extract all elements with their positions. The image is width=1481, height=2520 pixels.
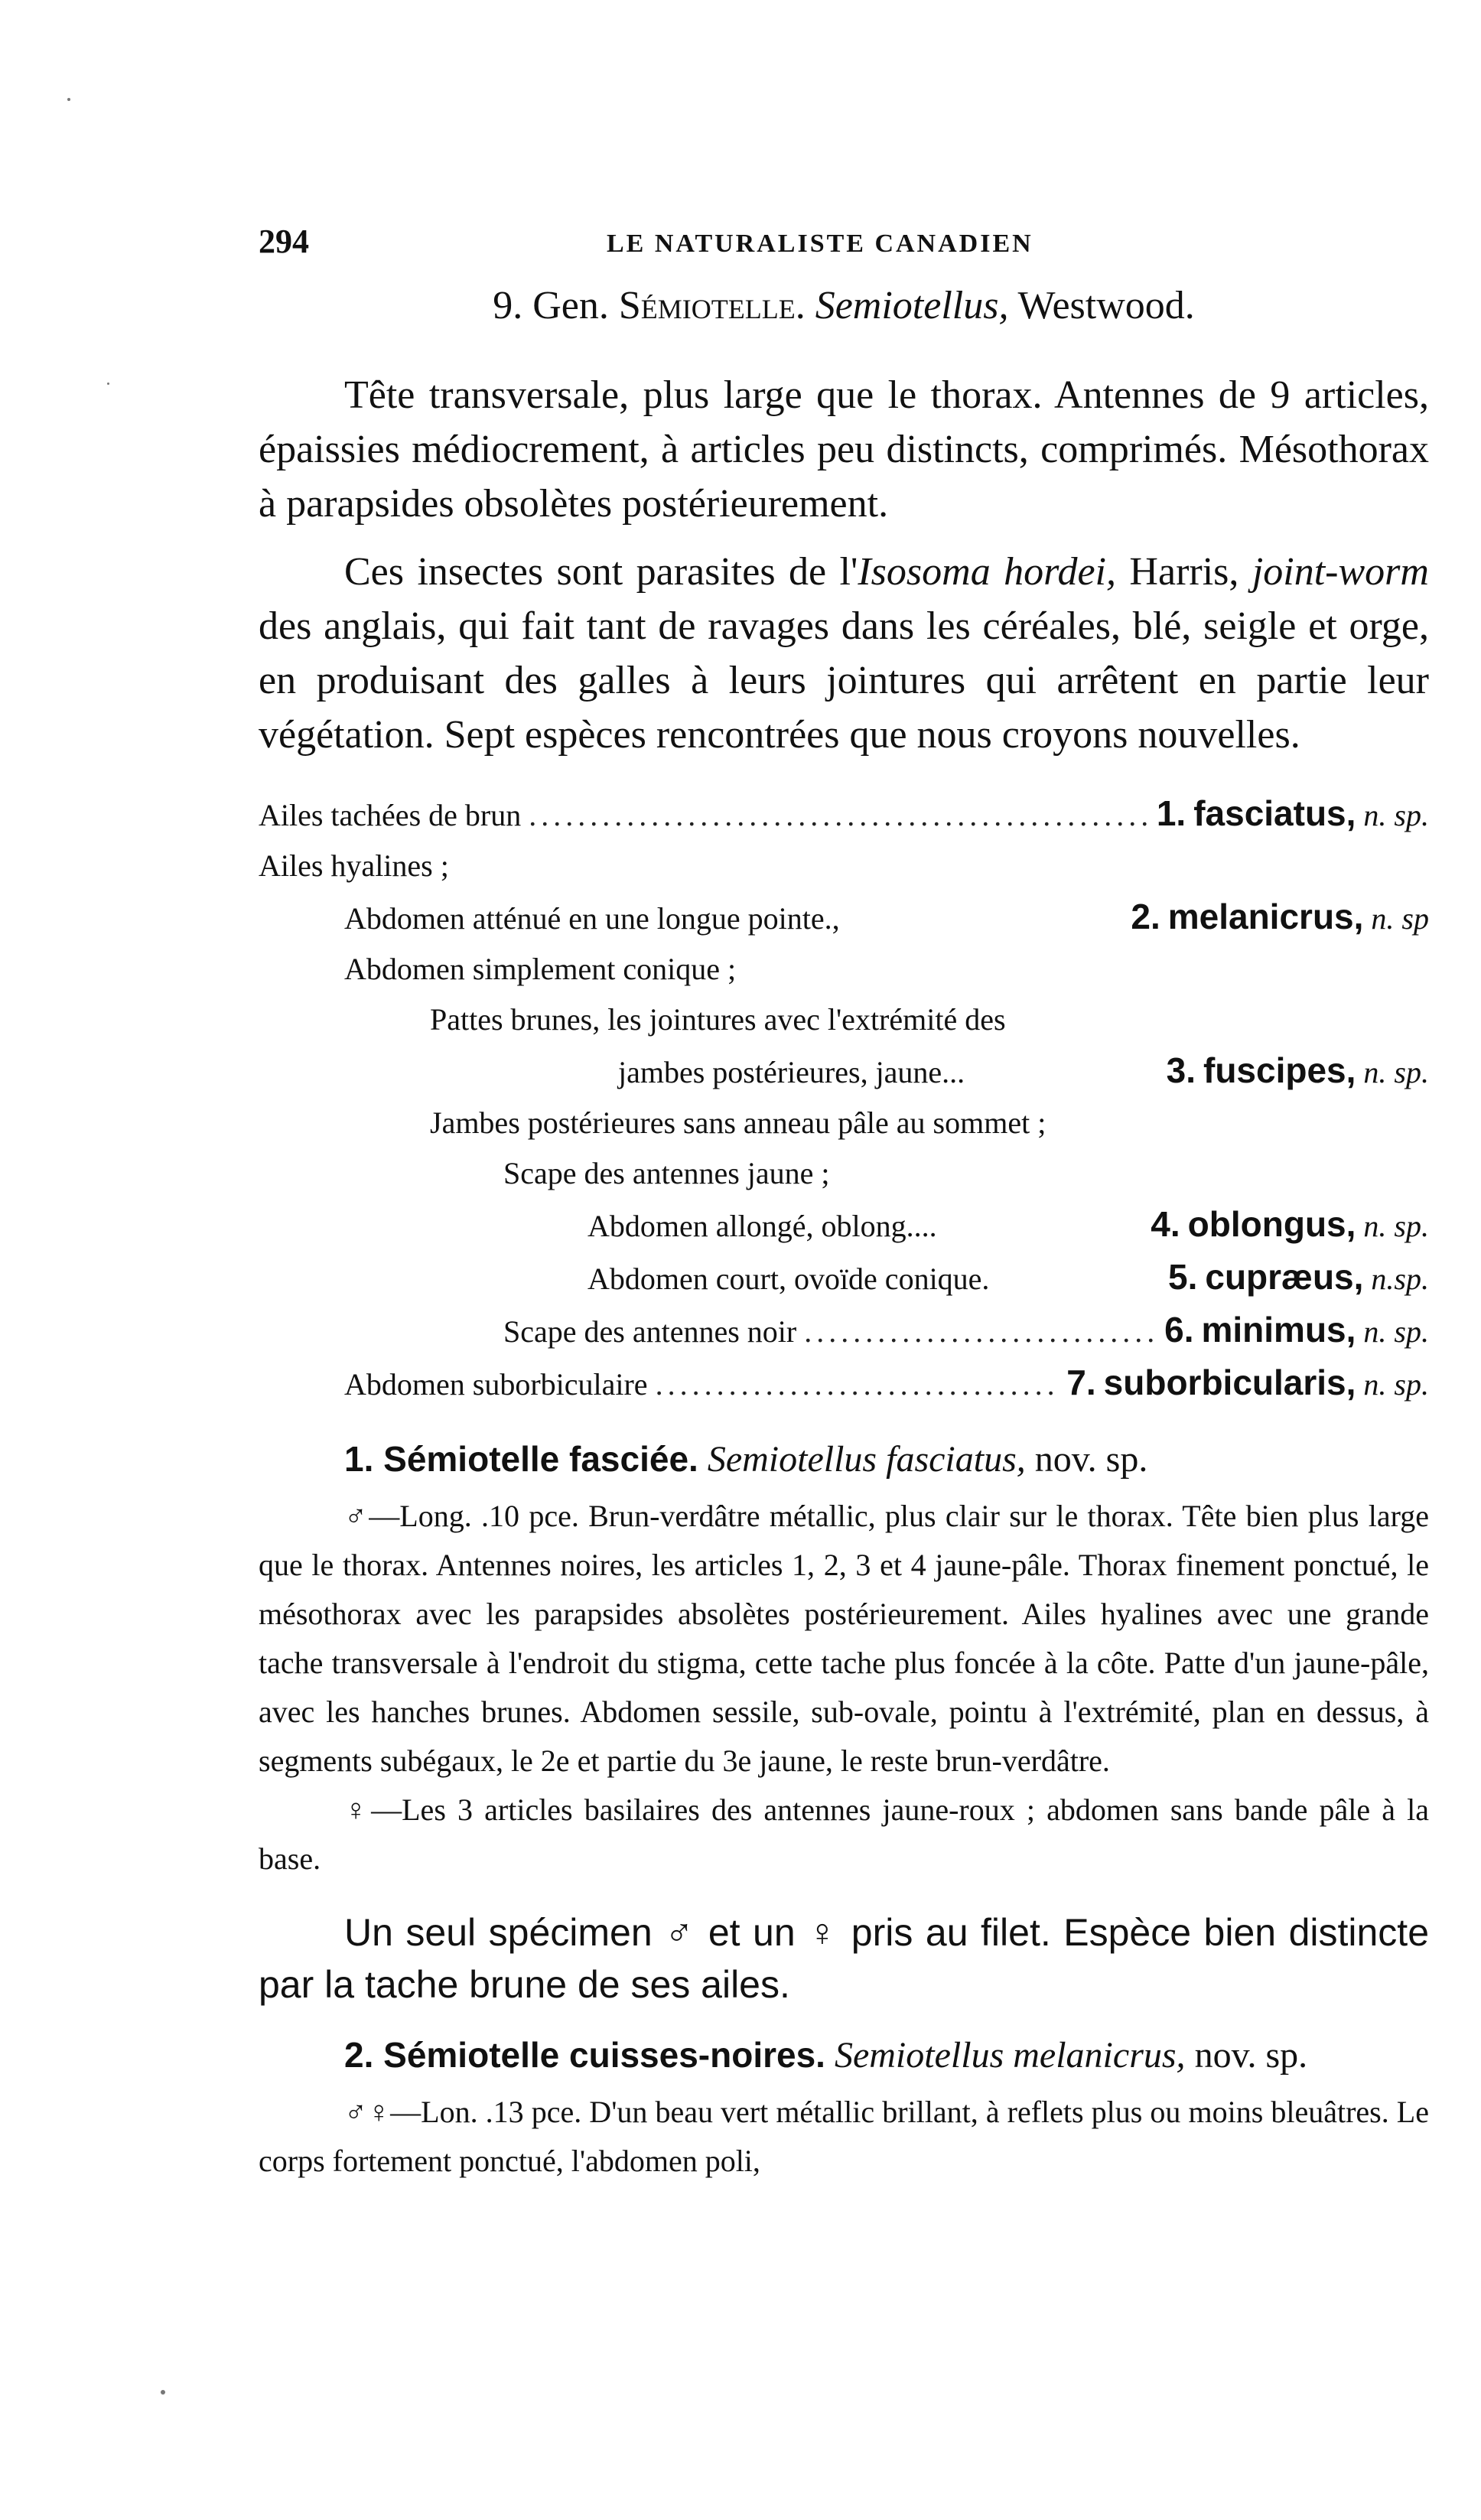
key-result <box>1168 1252 1429 1304</box>
key-lead: Abdomen allongé, oblong.... <box>588 1209 937 1243</box>
species2-latin: Semiotellus melanicrus, <box>834 2035 1186 2076</box>
key-row <box>259 1252 1429 1304</box>
key-number: 5. <box>1168 1257 1198 1297</box>
key-row <box>259 891 1429 944</box>
key-tag: n. sp. <box>1363 1209 1429 1243</box>
key-lead: Abdomen court, ovoïde conique. <box>588 1262 990 1296</box>
key-result <box>1066 1357 1429 1410</box>
page-number: 294 <box>259 223 309 260</box>
key-tag: n. sp <box>1371 901 1429 936</box>
key-lead: Ailes hyalines ; <box>259 848 449 883</box>
key-row <box>259 841 1429 891</box>
species1-title <box>259 1433 1429 1486</box>
species1-note: Un seul spécimen ♂ et un ♀ pris au filet. Espèce bien distincte par la tache brune de ses ailes. <box>259 1911 1429 2006</box>
key-row <box>259 1357 1429 1410</box>
species1-female-description: ♀—Les 3 articles basilaires des antennes jaune-roux ; abdomen sans bande pâle à la base. <box>259 1792 1429 1876</box>
species2-tail: nov. sp. <box>1194 2035 1308 2076</box>
key-result <box>1164 1304 1429 1357</box>
key-tag: n. sp. <box>1363 1055 1429 1089</box>
key-row <box>259 1304 1429 1357</box>
key-tag: n. sp. <box>1363 1314 1429 1349</box>
species1-name: 1. Sémiotelle fasciée. <box>344 1439 698 1479</box>
key-lead: Abdomen suborbiculaire <box>344 1367 648 1402</box>
key-tag: n. sp. <box>1363 1367 1429 1402</box>
key-lead: Ailes tachées de brun <box>259 798 522 832</box>
species-key <box>259 788 1429 1410</box>
key-lead: Pattes brunes, les jointures avec l'extrémité des <box>430 1002 1006 1037</box>
running-head <box>259 222 1429 268</box>
genus-latin: Semiotellus, <box>815 284 1009 327</box>
key-taxon: suborbicularis, <box>1103 1363 1356 1402</box>
intro-p2-common-name: joint-worm <box>1252 550 1429 594</box>
key-taxon: melanicrus, <box>1167 897 1364 936</box>
species1-tail: nov. sp. <box>1034 1439 1148 1480</box>
key-row <box>259 944 1429 995</box>
key-lead: jambes postérieures, jaune... <box>618 1055 965 1089</box>
genus-heading <box>259 283 1429 328</box>
key-result <box>1151 1199 1429 1252</box>
intro-p2-mid: Harris, <box>1115 550 1252 594</box>
key-lead: Scape des antennes noir <box>503 1314 797 1349</box>
key-lead: Scape des antennes jaune ; <box>503 1156 830 1190</box>
key-taxon: minimus, <box>1201 1310 1356 1350</box>
intro-p2-end: des anglais, qui fait tant de ravages dans les céréales, blé, seigle et orge, en produisant des galles à leurs jointures qui arrêtent en partie leur végétation. Sept espèces rencontrées que nous croyons nouvelles. <box>259 604 1429 757</box>
key-number: 1. <box>1156 793 1186 833</box>
key-row <box>259 1098 1429 1148</box>
key-taxon: fuscipes, <box>1203 1050 1356 1090</box>
intro-paragraph-2 <box>259 545 1429 762</box>
key-leader-dots <box>529 790 1149 841</box>
species2-description: ♂♀—Lon. .13 pce. D'un beau vert métallic brillant, à reflets plus ou moins bleuâtres. Le corps fortement ponctué, l'abdomen poli, <box>259 2095 1429 2178</box>
key-lead: Abdomen simplement conique ; <box>344 952 737 986</box>
key-result <box>1157 788 1429 841</box>
key-row <box>259 1045 1429 1098</box>
key-number: 4. <box>1151 1204 1180 1244</box>
key-leader-dots <box>804 1307 1157 1357</box>
key-row <box>259 788 1429 841</box>
key-result <box>1167 1045 1429 1098</box>
key-taxon: cupræus, <box>1205 1257 1364 1297</box>
intro-p2-host: Isosoma hordei, <box>858 550 1116 594</box>
key-row <box>259 1148 1429 1199</box>
running-title: LE NATURALISTE CANADIEN <box>607 230 1033 258</box>
scan-speck <box>67 98 70 101</box>
key-number: 2. <box>1131 897 1160 936</box>
intro-paragraph-1: Tête transversale, plus large que le thorax. Antennes de 9 articles, épaissies médiocrement, à articles peu distincts, comprimés. Mésothorax à parapsides obsolètes postérieurement. <box>259 373 1429 526</box>
species1-male-description: ♂—Long. .10 pce. Brun-verdâtre métallic, plus clair sur le thorax. Tête bien plus large que le thorax. Antennes noires, les articles 1, 2, 3 et 4 jaune-pâle. Thorax finement ponctué, le mésothorax avec les parapsides absolètes postérieurement. Ailes hyalines avec une grande tache transversale à l'endroit du stigma, cette tache plus foncée à la côte. Patte d'un jaune-pâle, avec les hanches brunes. Abdomen sessile, sub-ovale, pointu à l'extrémité, plan en dessus, à segments subégaux, le 2e et partie du 3e jaune, le reste brun-verdâtre. <box>259 1499 1429 1778</box>
key-taxon: oblongus, <box>1187 1204 1356 1244</box>
key-result <box>1131 891 1429 944</box>
key-tag: n. sp. <box>1363 798 1429 832</box>
page <box>259 222 1429 2186</box>
key-number: 3. <box>1166 1050 1196 1090</box>
key-lead: Abdomen atténué en une longue pointe., <box>344 901 840 936</box>
key-number: 7. <box>1066 1363 1096 1402</box>
genus-author: Westwood. <box>1017 284 1195 327</box>
intro-p2-start: Ces insectes sont parasites de l' <box>344 550 858 594</box>
scan-speck <box>107 383 109 385</box>
key-lead: Jambes postérieures sans anneau pâle au sommet ; <box>430 1105 1046 1140</box>
genus-name: Sémiotelle. <box>618 284 806 327</box>
species2-name: 2. Sémiotelle cuisses-noires. <box>344 2035 825 2075</box>
key-number: 6. <box>1164 1310 1194 1350</box>
key-row <box>259 995 1429 1045</box>
species2-title <box>259 2029 1429 2082</box>
key-row <box>259 1199 1429 1252</box>
key-leader-dots <box>656 1359 1059 1410</box>
species1-latin: Semiotellus fasciatus, <box>707 1439 1026 1480</box>
genus-number: 9. Gen. <box>493 284 609 327</box>
key-taxon: fasciatus, <box>1193 793 1356 833</box>
scan-speck <box>161 2390 165 2395</box>
key-tag: n.sp. <box>1371 1262 1429 1296</box>
